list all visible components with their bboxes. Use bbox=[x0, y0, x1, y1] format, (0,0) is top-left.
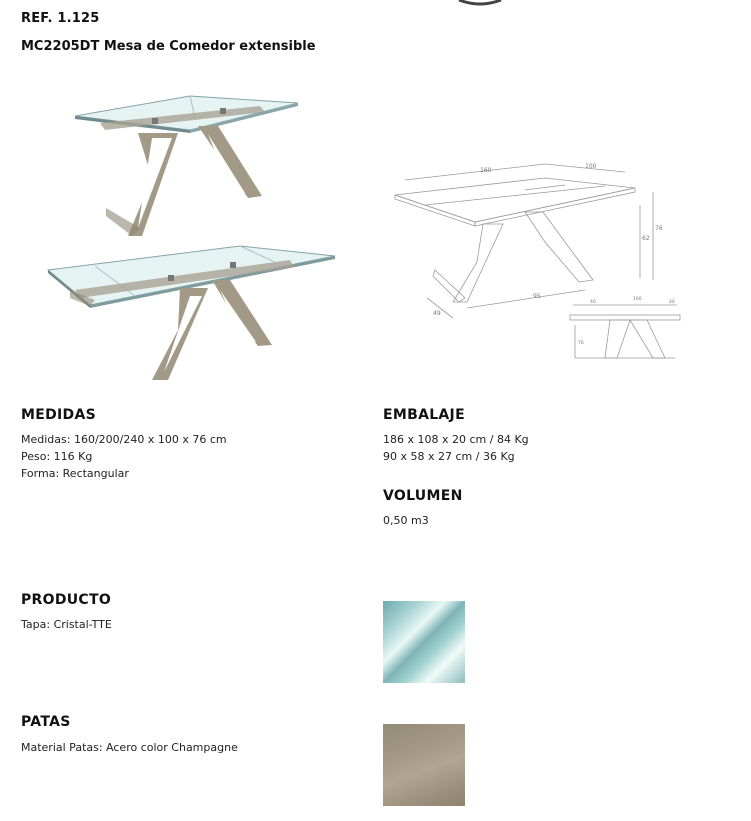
embalaje-package-2: 90 x 58 x 27 cm / 36 Kg bbox=[383, 450, 515, 463]
dim-width: 100 bbox=[585, 163, 597, 170]
medidas-heading: MEDIDAS bbox=[21, 407, 96, 423]
champagne-swatch bbox=[383, 724, 465, 806]
product-image-closed bbox=[40, 78, 340, 243]
volumen-heading: VOLUMEN bbox=[383, 488, 463, 504]
volumen-value: 0,50 m3 bbox=[383, 514, 429, 527]
embalaje-list bbox=[383, 431, 529, 465]
side-dim-right: 40 bbox=[669, 300, 675, 305]
dim-height-total: 76 bbox=[655, 225, 663, 232]
producto-top-material: Tapa: Cristal-TTE bbox=[21, 618, 112, 631]
producto-heading: PRODUCTO bbox=[21, 592, 112, 608]
product-image-extended bbox=[40, 240, 340, 390]
patas-leg-material: Material Patas: Acero color Champagne bbox=[21, 741, 238, 754]
dim-leg-depth: 49 bbox=[433, 310, 441, 317]
embalaje-package-1: 186 x 108 x 20 cm / 84 Kg bbox=[383, 433, 529, 446]
reference-code: REF. 1.125 bbox=[21, 11, 100, 26]
top-decoration bbox=[455, 0, 505, 6]
side-dim-mid: 160 bbox=[633, 297, 642, 302]
medidas-list bbox=[21, 431, 227, 482]
dim-length: 160 bbox=[480, 167, 492, 174]
side-dim-left: 40 bbox=[590, 300, 596, 305]
medidas-weight: Peso: 116 Kg bbox=[21, 450, 93, 463]
product-title: MC2205DT Mesa de Comedor extensible bbox=[21, 39, 316, 54]
dim-leg-span: 95 bbox=[533, 293, 541, 300]
embalaje-heading: EMBALAJE bbox=[383, 407, 465, 423]
side-dim-height: 76 bbox=[578, 341, 584, 346]
patas-heading: PATAS bbox=[21, 714, 71, 730]
medidas-dimensions: Medidas: 160/200/240 x 100 x 76 cm bbox=[21, 433, 227, 446]
medidas-shape: Forma: Rectangular bbox=[21, 467, 129, 480]
technical-drawing bbox=[385, 150, 685, 365]
glass-swatch bbox=[383, 601, 465, 683]
dim-height-inner: 62 bbox=[642, 235, 650, 242]
